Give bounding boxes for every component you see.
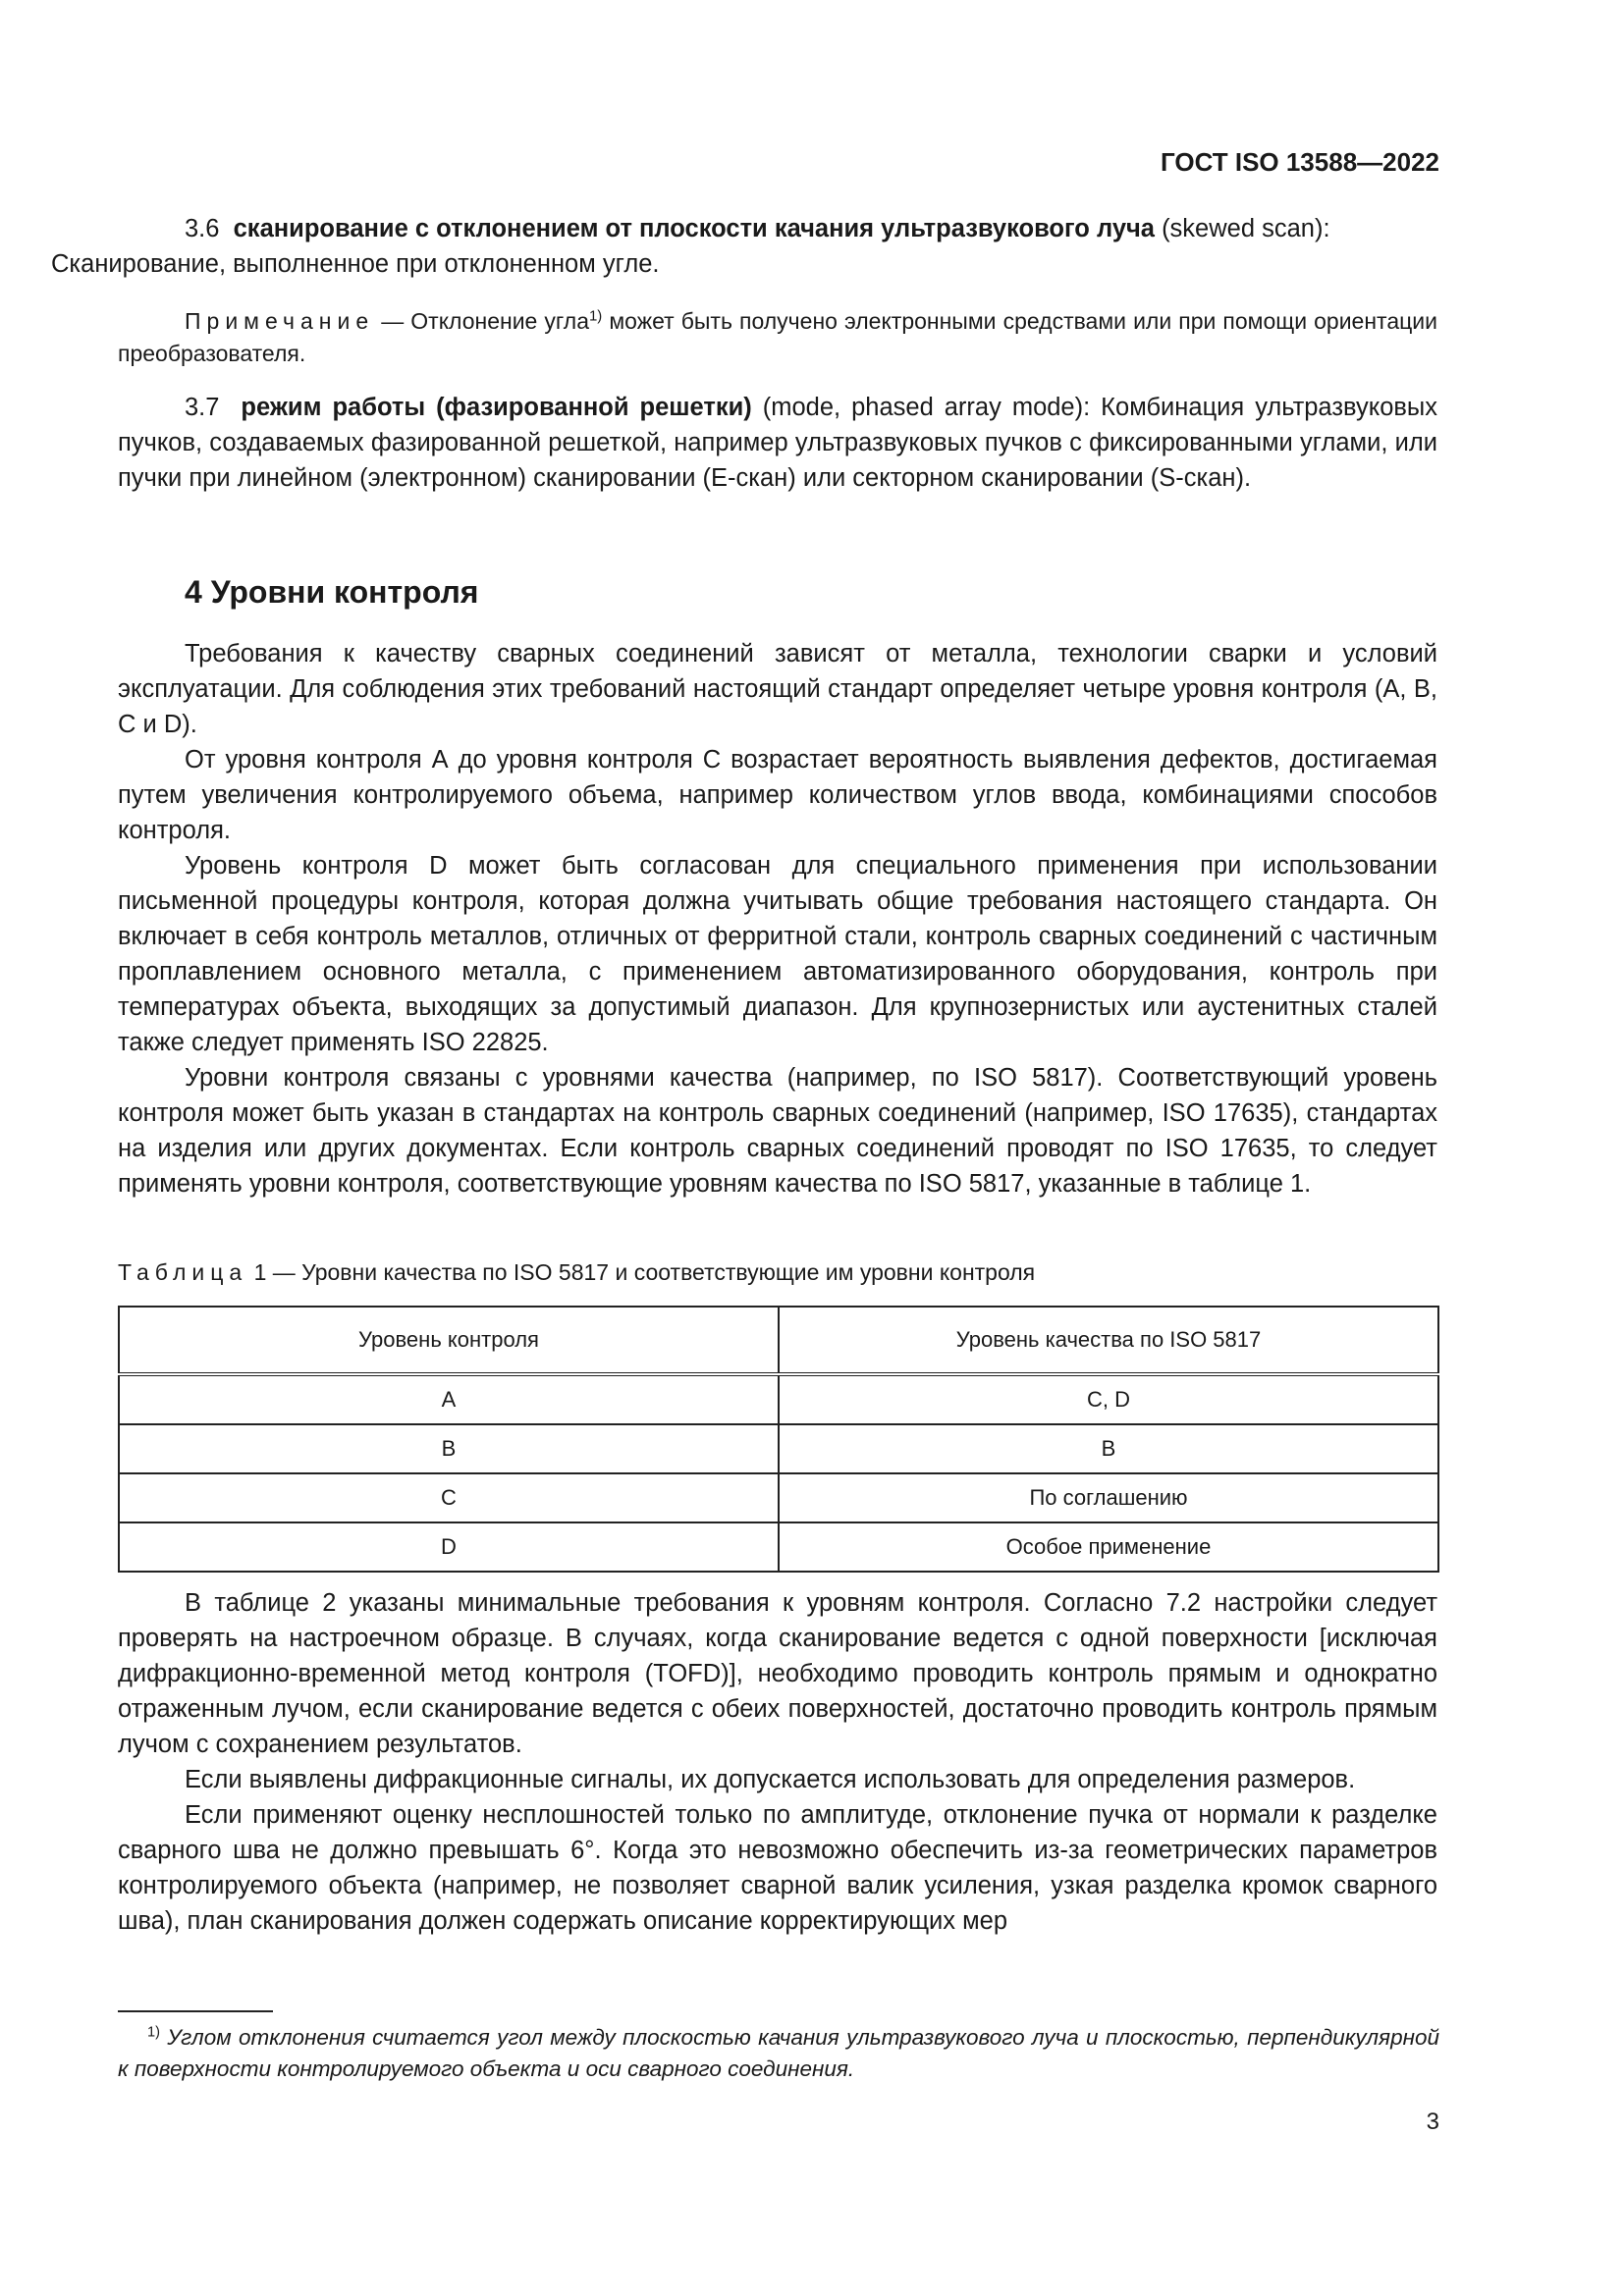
paragraph: Требования к качеству сварных соединений зависят от металла, технологии сварки и условий эксплуатации. Для соблюдения этих требований настоящий стандарт определяет четыре уровня контроля (А, В, С и D). [118,640,1437,738]
note-text: — Отклонение угла [374,308,589,334]
paragraph: Уровни контроля связаны с уровнями качества (например, по ISO 5817). Соответствующий уровень контроля может быть указан в стандартах на контроль сварных соединений (например, ISO 17635), стандартах на изделия или других документах. Если контроль сварных соединений проводят по ISO 17635, то следует применять уровни контроля, соответствующие уровням качества по ISO 5817, указанные в таблице 1. [118,1064,1437,1198]
table-caption-text: 1 — Уровни качества по ISO 5817 и соответствующие им уровни контроля [247,1259,1036,1285]
table-cell: D [119,1522,779,1572]
table-cell: B [119,1424,779,1473]
table-header-row [119,1307,1438,1374]
table-cell: Особое применение [779,1522,1438,1572]
clause-number: 3.7 [185,394,220,421]
clause-3-6-definition [51,211,1437,282]
table-header-cell: Уровень контроля [119,1307,779,1374]
definition-text: Сканирование, выполненное при отклоненном угле. [51,250,660,278]
footnote-reference: 1) [589,307,603,325]
footnote [118,2022,1439,2085]
after-table-body [118,1585,1437,1939]
table-row [119,1374,1438,1424]
clause-3-6-note [118,305,1437,370]
footnote-text: Углом отклонения считается угол между плоскостью качания ультразвукового луча и плоскостью, перпендикулярной к поверхности контролируемого объекта и оси сварного соединения. [118,2025,1439,2081]
section-4-body [118,636,1437,1201]
footnote-separator [118,2010,273,2012]
table-header-cell: Уровень качества по ISO 5817 [779,1307,1438,1374]
table-cell: B [779,1424,1438,1473]
paragraph: Уровень контроля D может быть согласован для специального применения при использовании письменной процедуры контроля, которая должна учитывать общие требования настоящего стандарта. Он включает в себя контроль металлов, отличных от ферритной стали, контроль сварных соединений с частичным проплавлением основного металла, с применением автоматизированного оборудования, контроль при температурах объекта, выходящих за допустимый диапазон. Для крупнозернистых или аустенитных сталей также следует применять ISO 22825. [118,852,1437,1056]
table-row [119,1522,1438,1572]
section-heading: 4 Уровни контроля [185,574,479,610]
footnote-mark: 1) [147,2024,160,2041]
quality-levels-table [118,1306,1439,1573]
table-row [119,1424,1438,1473]
clause-number: 3.6 [185,215,220,242]
table-cell: C, D [779,1374,1438,1424]
note-text-cont: может быть получено электронными средствами или при помощи ориентации преобразователя. [118,308,1437,366]
table-caption [118,1259,1035,1286]
table-cell: A [119,1374,779,1424]
term: режим работы (фазированной решетки) [241,394,752,421]
clause-3-7 [118,390,1437,496]
paragraph: В таблице 2 указаны минимальные требования к уровням контроля. Согласно 7.2 настройки следует проверять на настроечном образце. В случаях, когда сканирование ведется с одной поверхности [исключая дифракционно-временной метод контроля (TOFD)], необходимо проводить контроль прямым и однократно отраженным лучом, если сканирование ведется с обеих поверхностей, достаточно проводить контроль прямым лучом с сохранением результатов. [118,1589,1437,1758]
term-english: (skewed scan): [1154,215,1330,242]
paragraph: От уровня контроля А до уровня контроля С возрастает вероятность выявления дефектов, достигаемая путем увеличения контролируемого объема, например количеством углов ввода, комбинациями способов контроля. [118,746,1437,844]
table-cell: По соглашению [779,1473,1438,1522]
document-id: ГОСТ ISO 13588—2022 [1160,147,1439,177]
table-cell: C [119,1473,779,1522]
page-number: 3 [1426,2109,1439,2135]
clause-3-6 [51,211,1437,282]
table-row [119,1473,1438,1522]
definition-text: (mode, phased array mode): Комбинация ультразвуковых пучков, создаваемых фазированной решеткой, например ультразвуковых пучков с фиксированными углами, или пучки при линейном (электронном) сканировании (Е-скан) или секторном сканировании (S-скан). [118,394,1438,492]
paragraph: Если применяют оценку несплошностей только по амплитуде, отклонение пучка от нормали к разделке сварного шва не должно превышать 6°. Когда это невозможно обеспечить из-за геометрических параметров контролируемого объекта (например, не позволяет сварной валик усиления, узкая разделка кромок сварного шва), план сканирования должен содержать описание корректирующих мер [118,1801,1437,1935]
term: сканирование с отклонением от плоскости качания ультразвукового луча [233,215,1155,242]
table-caption-label: Таблица [118,1259,248,1285]
paragraph: Если выявлены дифракционные сигналы, их допускается использовать для определения размеров. [185,1766,1356,1793]
note-label: Примечание [185,308,375,334]
